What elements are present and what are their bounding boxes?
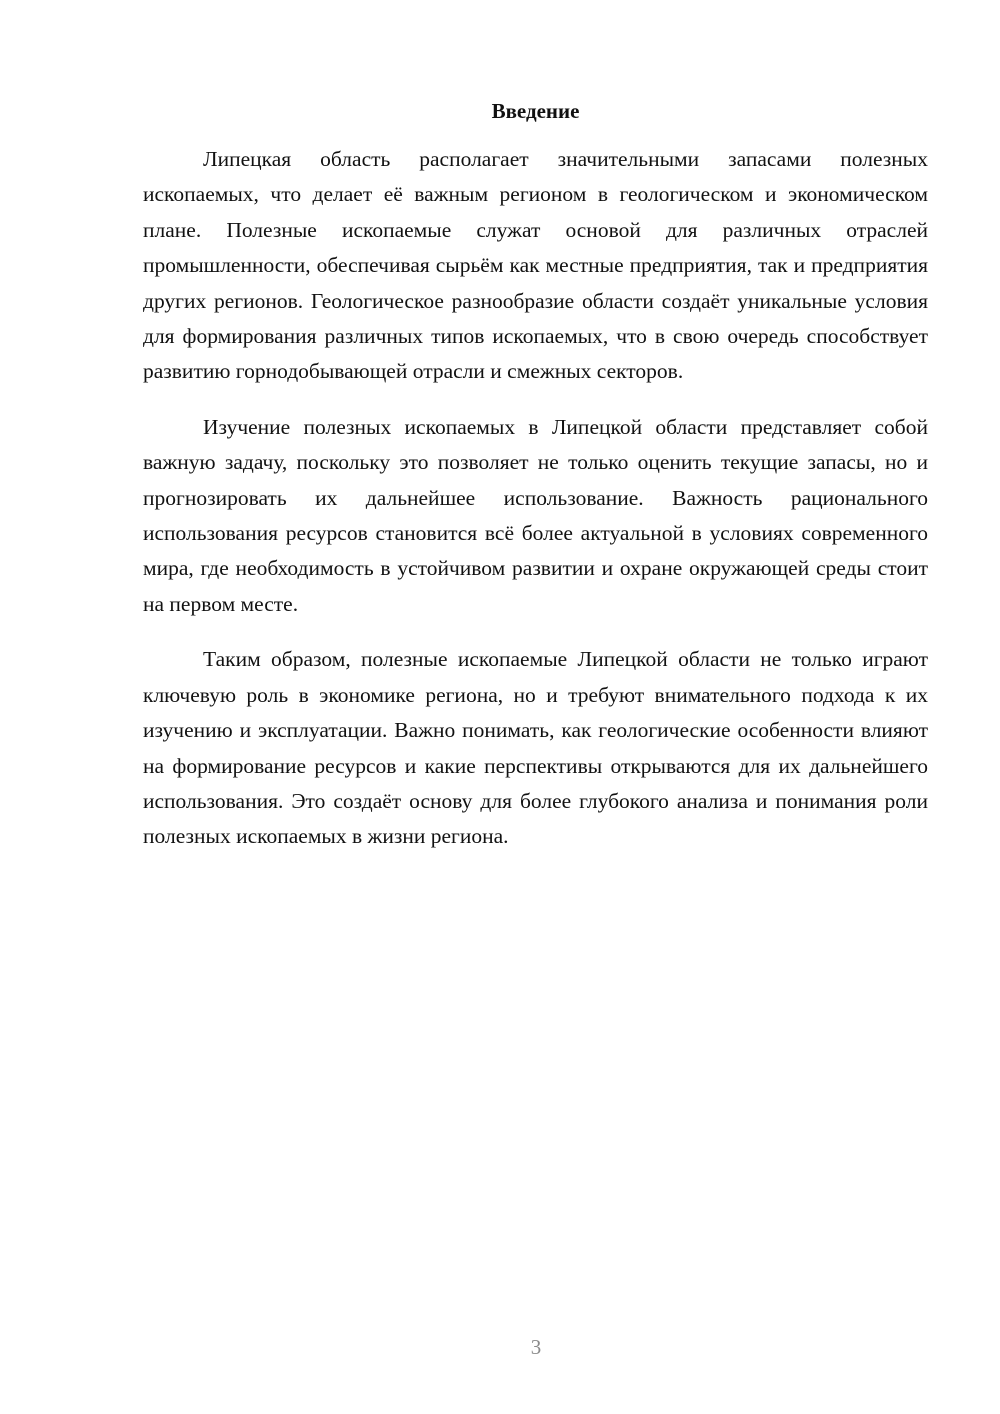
paragraph-3: Таким образом, полезные ископаемые Липецкой области не только играют ключевую роль в экономике региона, но и требуют внимательного подхода к их изучению и эксплуатации. Важно понимать, как геологические особенности влияют на формирование ресурсов и какие перспективы открываются для их дальнейшего использования. Это создаёт основу для более глубокого анализа и понимания роли полезных ископаемых в жизни региона. [143,647,928,849]
paragraph-2: Изучение полезных ископаемых в Липецкой области представляет собой важную задачу, поскольку это позволяет не только оценить текущие запасы, но и прогнозировать их дальнейшее использование. Важность рационального использования ресурсов становится всё более актуальной в условиях современного мира, где необходимость в устойчивом развитии и охране окружающей среды стоит на первом месте. [143,414,928,616]
paragraph-1: Липецкая область располагает значительными запасами полезных ископаемых, что делает её важным регионом в геологическом и экономическом плане. Полезные ископаемые служат основой для различных отраслей промышленности, обеспечивая сырьём как местные предприятия, так и предприятия других регионов. Геологическое разнообразие области создаёт уникальные условия для формирования различных типов ископаемых, что в свою очередь способствует развитию горнодобывающей отрасли и смежных секторов. [143,147,928,384]
body-text [143,142,928,875]
page-number: 3 [530,1335,542,1359]
page-title: Введение [491,99,580,123]
